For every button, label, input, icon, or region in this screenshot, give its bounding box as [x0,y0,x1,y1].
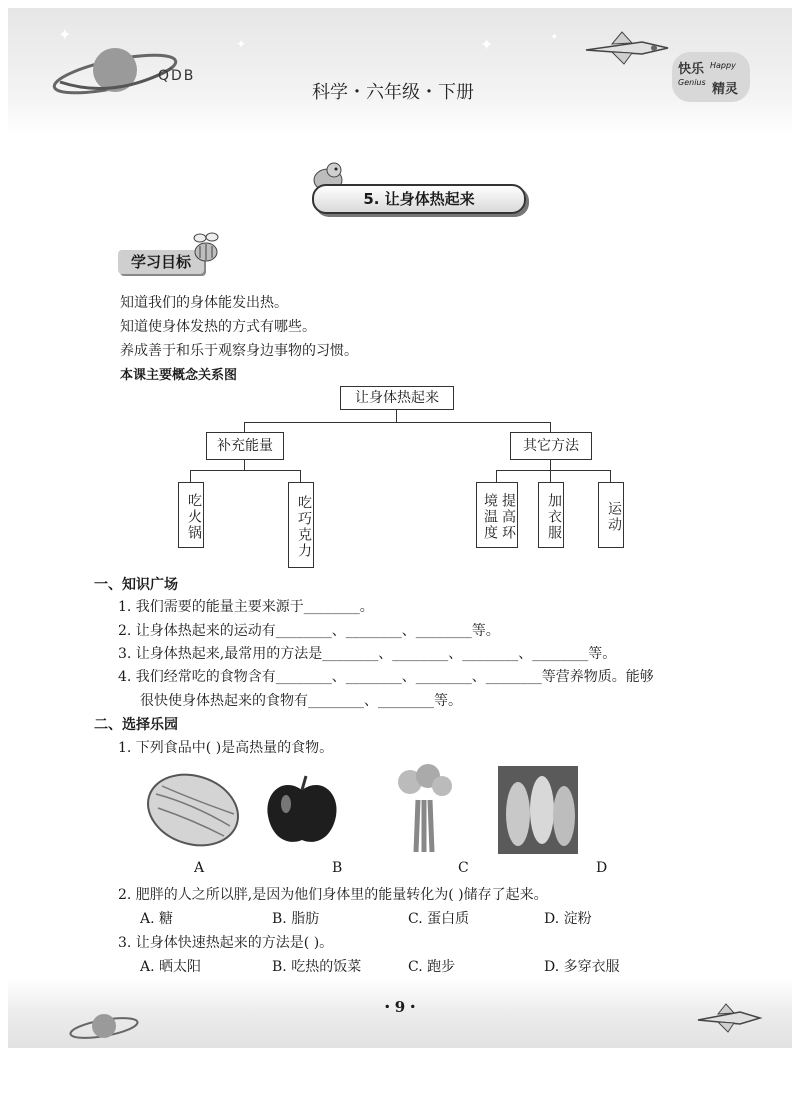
diagram-connector [496,470,497,482]
diagram-connector [610,470,611,482]
diagram-connector [496,470,610,471]
logo-text: 快乐 [678,62,705,77]
learning-goals-badge: 学习目标 [118,250,204,274]
answer-option: A. 晒太阳 [140,959,202,975]
section-title: 一、知识广场 [94,577,178,593]
svg-text:✦: ✦ [550,32,559,43]
bee-mascot-icon [188,228,224,268]
diagram-leaf: 提高环境温度 [476,482,518,548]
diagram-connector [244,422,245,432]
page-number: ・9・ [379,998,421,1016]
cabbage-image [138,764,248,854]
image-label: D [596,860,608,876]
question-text: 2. 肥胖的人之所以胖,是因为他们身体里的能量转化为( )储存了起来。 [118,887,548,903]
meat-image [498,766,578,854]
diagram-connector [300,470,301,482]
svg-text:✦: ✦ [58,25,72,44]
answer-option: B. 脂肪 [272,911,320,927]
diagram-root: 让身体热起来 [340,386,454,410]
logo-text: 精灵 [712,82,739,97]
answer-option: D. 淀粉 [544,911,592,927]
celery-image [388,760,458,856]
book-title: 科学・六年级・下册 [312,82,474,103]
goal-item: 知道我们的身体能发出热。 [120,295,288,311]
diagram-connector [244,422,550,423]
answer-option: C. 跑步 [408,959,456,975]
diagram-connector [550,422,551,432]
diagram-node-right: 其它方法 [510,432,592,460]
image-label: B [332,860,343,876]
qdb-label: QDB [158,68,196,84]
answer-option: A. 糖 [140,911,174,927]
diagram-connector [244,459,245,470]
diagram-node-left: 补充能量 [206,432,284,460]
image-label: C [458,860,469,876]
diagram-connector [396,409,397,422]
apple-image [262,770,342,850]
svg-text:✦: ✦ [480,35,494,54]
question-text: 2. 让身体热起来的运动有________、________、________等。 [118,623,500,639]
goal-item: 知道使身体发热的方式有哪些。 [120,319,316,335]
logo-badge [672,52,750,102]
diagram-connector [190,470,191,482]
answer-option: B. 吃热的饭菜 [272,959,362,975]
diagram-leaf: 加衣服 [538,482,564,548]
concept-map-heading: 本课主要概念关系图 [120,368,238,383]
logo-english: Happy [710,61,736,70]
lesson-title: 5. 让身体热起来 [363,190,475,208]
image-label: A [194,860,205,876]
diagram-connector [550,459,551,470]
diagram-leaf: 运动 [598,482,624,548]
question-text: 3. 让身体热起来,最常用的方法是________、________、________、________等。 [118,646,617,662]
question-text: 1. 我们需要的能量主要来源于________。 [118,599,374,615]
section-title: 二、选择乐园 [94,717,178,733]
answer-option: C. 蛋白质 [408,911,470,927]
svg-text:✦: ✦ [236,37,247,51]
diagram-connector [550,470,551,482]
diagram-leaf: 吃巧克力 [288,482,314,568]
planet-icon [66,1006,146,1046]
space-shuttle-icon [582,28,672,68]
answer-option: D. 多穿衣服 [544,959,620,975]
question-text: 3. 让身体快速热起来的方法是( )。 [118,935,334,951]
lesson-title-bar [312,184,526,214]
goal-item: 养成善于和乐于观察身边事物的习惯。 [120,343,358,359]
diagram-connector [190,470,300,471]
logo-english: Genius [678,78,706,87]
diagram-leaf: 吃火锅 [178,482,204,548]
question-text: 4. 我们经常吃的食物含有________、________、________、________等营养物质。能够 [118,669,654,685]
question-text: 1. 下列食品中( )是高热量的食物。 [118,740,334,756]
question-text: 很快使身体热起来的食物有________、________等。 [140,693,462,709]
space-shuttle-icon [694,1000,764,1036]
